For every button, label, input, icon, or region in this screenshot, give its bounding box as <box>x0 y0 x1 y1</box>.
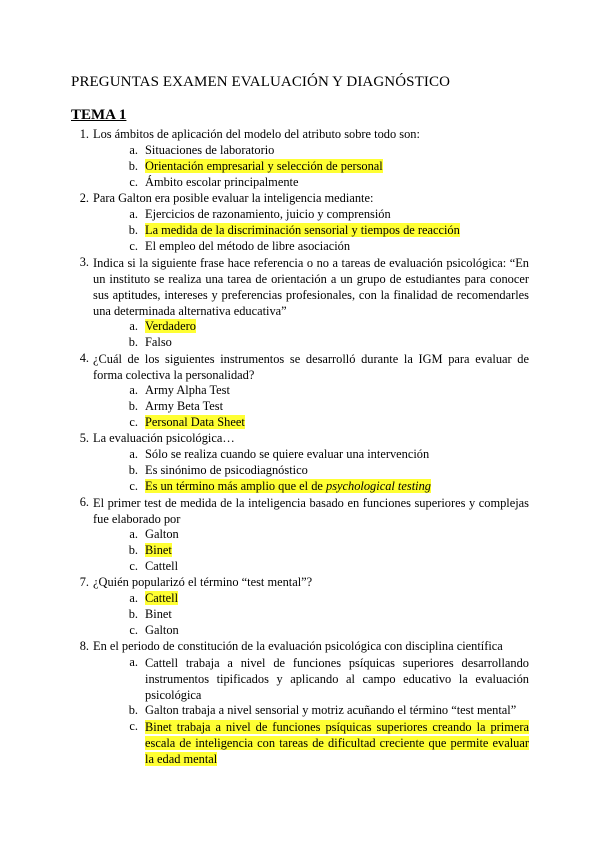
option-italic-term: psychological testing <box>326 479 431 493</box>
option-letter: b. <box>128 223 138 237</box>
option-letter: b. <box>128 543 138 557</box>
option-text: Cattell <box>145 559 179 573</box>
option-letter: a. <box>129 319 138 333</box>
question-text: La evaluación psicológica… <box>93 431 235 445</box>
option-text: Army Alpha Test <box>145 383 230 397</box>
correct-answer-highlight: Orientación empresarial y selección de personal <box>145 159 383 173</box>
option-text: Es sinónimo de psicodiagnóstico <box>145 463 308 477</box>
question-number: 8. <box>79 639 89 653</box>
option-letter: b. <box>128 607 138 621</box>
question-number: 7. <box>79 575 89 589</box>
option-letter: a. <box>129 655 138 669</box>
option-letter: c. <box>129 415 138 429</box>
option-letter: a. <box>129 527 138 541</box>
correct-answer-highlight: Personal Data Sheet <box>145 415 245 429</box>
question-text: Los ámbitos de aplicación del modelo del atributo sobre todo son: <box>93 127 420 141</box>
option-letter: c. <box>129 175 138 189</box>
correct-answer-highlight: Binet trabaja a nivel de funciones psíquicas superiores creando la primera escala de inteligencia con tareas de dificultad creciente que permite evaluar la edad mental <box>145 720 529 766</box>
option-letter: b. <box>128 399 138 413</box>
question-number: 2. <box>79 191 89 205</box>
option-letter: b. <box>128 159 138 173</box>
correct-answer-highlight <box>145 479 431 493</box>
option-letter: c. <box>129 719 138 733</box>
option-letter: c. <box>129 623 138 637</box>
option-letter: b. <box>128 463 138 477</box>
section-heading: TEMA 1 <box>71 107 127 123</box>
question-text: ¿Quién popularizó el término “test mental”? <box>93 575 313 589</box>
option-text: Galton <box>145 623 179 637</box>
question-text: ¿Cuál de los siguientes instrumentos se desarrolló durante la IGM para evaluar de forma colectiva la personalidad? <box>93 352 529 382</box>
option-text: Es un término más amplio que el de <box>145 479 327 493</box>
option-text: Falso <box>145 335 172 349</box>
question-number: 6. <box>79 495 89 509</box>
option-text: Sólo se realiza cuando se quiere evaluar una intervención <box>145 447 430 461</box>
question-text: En el periodo de constitución de la evaluación psicológica con disciplina científica <box>93 639 503 653</box>
option-text: Binet <box>145 607 172 621</box>
option-text: Army Beta Test <box>145 399 224 413</box>
question-text: Indica si la siguiente frase hace referencia o no a tareas de evaluación psicológica: “En un instituto se realiza una tarea de orientación a un grupo de estudiantes para conocer sus aptitudes, intereses y preferencias profesionales, con la finalidad de recomendarles una determinada alternativa educativa” <box>93 256 529 318</box>
question-number: 4. <box>79 351 89 365</box>
option-text: Ejercicios de razonamiento, juicio y comprensión <box>145 207 391 221</box>
option-letter: a. <box>129 207 138 221</box>
option-letter: b. <box>128 335 138 349</box>
option-letter: c. <box>129 239 138 253</box>
question-text: Para Galton era posible evaluar la inteligencia mediante: <box>93 191 374 205</box>
option-letter: a. <box>129 383 138 397</box>
option-text: Situaciones de laboratorio <box>145 143 275 157</box>
option-text: Galton <box>145 527 179 541</box>
question-number: 5. <box>79 431 89 445</box>
document-title: PREGUNTAS EXAMEN EVALUACIÓN Y DIAGNÓSTICO <box>71 74 451 90</box>
correct-answer-highlight: Verdadero <box>145 319 196 333</box>
option-letter: c. <box>129 559 138 573</box>
correct-answer-highlight: Binet <box>145 543 172 557</box>
correct-answer-highlight: La medida de la discriminación sensorial y tiempos de reacción <box>145 223 460 237</box>
correct-answer-highlight: Cattell <box>145 591 179 605</box>
option-text: El empleo del método de libre asociación <box>145 239 351 253</box>
option-letter: b. <box>128 703 138 717</box>
option-letter: a. <box>129 143 138 157</box>
option-letter: a. <box>129 591 138 605</box>
option-text: Cattell trabaja a nivel de funciones psíquicas superiores desarrollando instrumentos tipificados y aplicando al campo educativo la evaluación psicológica <box>145 656 529 702</box>
question-text: El primer test de medida de la inteligencia basado en funciones superiores y complejas fue elaborado por <box>93 496 529 526</box>
option-letter: a. <box>129 447 138 461</box>
option-letter: c. <box>129 479 138 493</box>
option-text: Galton trabaja a nivel sensorial y motriz acuñando el término “test mental” <box>145 703 517 717</box>
question-number: 3. <box>79 255 89 269</box>
question-number: 1. <box>79 127 89 141</box>
option-text: Ámbito escolar principalmente <box>145 175 299 189</box>
